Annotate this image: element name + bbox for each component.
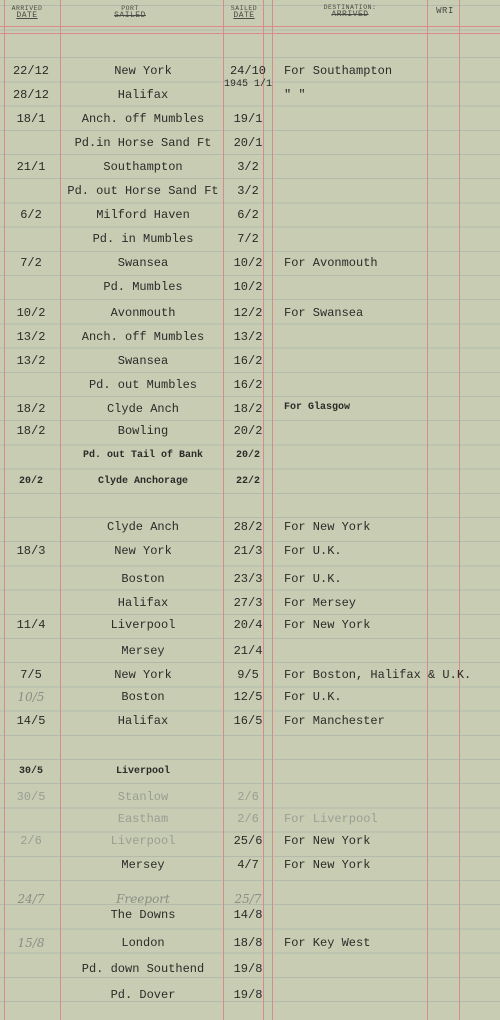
sailed-date: 3/2 — [237, 160, 259, 174]
destination: For U.K. — [284, 572, 342, 586]
arrived-date: 10/2 — [16, 306, 46, 320]
sailed-date: 19/8 — [233, 962, 263, 976]
sailed-date: 12/5 — [233, 690, 263, 704]
table-row — [0, 208, 500, 230]
sailed-date: 1945 1/1 — [224, 79, 273, 90]
sailed-date: 10/2 — [233, 280, 263, 294]
port-name: Swansea — [117, 256, 169, 270]
sailed-date: 9/5 — [237, 668, 259, 682]
table-row — [0, 402, 500, 424]
destination: For Southampton — [284, 64, 393, 78]
arrived-date: 15/8 — [17, 936, 45, 950]
table-row — [0, 962, 500, 984]
port-name: Freeport — [116, 892, 170, 906]
arrived-date: 18/3 — [16, 544, 46, 558]
sailed-date: 18/2 — [233, 402, 263, 416]
port-name: Mersey — [121, 858, 165, 872]
table-row — [0, 988, 500, 1010]
port-name: New York — [114, 668, 172, 682]
port-name: Boston — [121, 690, 165, 704]
sailed-date: 21/4 — [233, 644, 263, 658]
table-row — [0, 790, 500, 812]
sailed-date: 16/2 — [233, 378, 263, 392]
sailed-date: 25/7 — [234, 892, 262, 906]
arrived-date: 10/5 — [17, 690, 45, 704]
header-wr-label: WRI — [436, 6, 454, 16]
sailed-date: 18/8 — [233, 936, 263, 950]
port-name: Halifax — [117, 714, 169, 728]
port-name: Pd.in Horse Sand Ft — [74, 136, 212, 150]
destination: For Manchester — [284, 714, 385, 728]
arrived-date: 18/2 — [16, 424, 46, 438]
port-name: Liverpool — [110, 618, 176, 632]
table-row — [0, 136, 500, 158]
destination: For New York — [284, 858, 371, 872]
port-name: New York — [114, 64, 172, 78]
arrived-date: 6/2 — [20, 208, 42, 222]
port-name: Pd. out Mumbles — [88, 378, 198, 392]
rule-header-2 — [0, 33, 500, 34]
arrived-date: 2/6 — [20, 834, 42, 848]
table-row — [0, 572, 500, 594]
sailed-date: 10/2 — [233, 256, 263, 270]
port-name: The Downs — [110, 908, 176, 922]
destination: For New York — [284, 834, 371, 848]
header-sailed — [226, 5, 262, 19]
arrived-date: 20/2 — [18, 476, 43, 487]
sailed-date: 28/2 — [233, 520, 263, 534]
table-row — [0, 354, 500, 376]
arrived-date: 24/7 — [17, 892, 45, 906]
header-arrived-label: ARRIVED — [11, 5, 43, 12]
port-name: Pd. Mumbles — [103, 280, 183, 294]
header-arrived — [5, 5, 49, 19]
arrived-date: 7/2 — [20, 256, 42, 270]
table-row — [0, 714, 500, 736]
sailed-date: 20/4 — [233, 618, 263, 632]
port-name: Pd. out Tail of Bank — [82, 450, 204, 461]
destination: " " — [284, 88, 306, 102]
destination: For Key West — [284, 936, 371, 950]
sailed-date: 14/8 — [233, 908, 263, 922]
table-row — [0, 424, 500, 446]
table-row — [0, 644, 500, 666]
port-name: Clyde Anch — [106, 520, 179, 534]
port-name: Pd. down Southend — [81, 962, 205, 976]
table-row — [0, 618, 500, 640]
destination: For Glasgow — [284, 402, 351, 413]
table-row — [0, 306, 500, 328]
table-row — [0, 668, 500, 690]
port-name: Liverpool — [115, 766, 170, 777]
destination: For Boston, Halifax & U.K. — [284, 668, 472, 682]
destination: For Swansea — [284, 306, 364, 320]
sailed-date: 20/2 — [235, 450, 260, 461]
table-row — [0, 520, 500, 542]
header-destination-label: DESTINATION: — [323, 4, 377, 11]
port-name: Clyde Anch — [106, 402, 179, 416]
table-row — [0, 596, 500, 618]
arrived-date: 18/2 — [16, 402, 46, 416]
sailed-date: 13/2 — [233, 330, 263, 344]
port-name: Avonmouth — [110, 306, 176, 320]
port-name: Southampton — [103, 160, 183, 174]
destination: For U.K. — [284, 544, 342, 558]
sailed-date: 3/2 — [237, 184, 259, 198]
arrived-date: 18/1 — [16, 112, 46, 126]
port-name: Milford Haven — [96, 208, 190, 222]
header-port — [100, 5, 160, 19]
table-row — [0, 766, 500, 788]
port-name: Halifax — [117, 596, 169, 610]
table-row — [0, 908, 500, 930]
port-name: Anch. off Mumbles — [81, 330, 205, 344]
arrived-date: 7/5 — [20, 668, 42, 682]
table-row — [0, 160, 500, 182]
sailed-date: 2/6 — [237, 812, 259, 826]
port-name: Anch. off Mumbles — [81, 112, 205, 126]
table-row — [0, 450, 500, 472]
destination: For Mersey — [284, 596, 357, 610]
table-row — [0, 280, 500, 302]
header-destination — [318, 4, 382, 18]
table-row — [0, 544, 500, 566]
arrived-date: 11/4 — [16, 618, 46, 632]
port-name: Swansea — [117, 354, 169, 368]
table-row — [0, 79, 500, 110]
sailed-date: 25/6 — [233, 834, 263, 848]
header-wr — [432, 8, 458, 15]
sailed-date: 24/10 — [229, 64, 266, 78]
port-name: London — [121, 936, 165, 950]
port-name: Eastham — [117, 812, 169, 826]
sailed-date: 20/2 — [233, 424, 263, 438]
table-row — [0, 812, 500, 834]
table-row — [0, 834, 500, 856]
port-name: Bowling — [117, 424, 169, 438]
header-sailed-date: DATE — [233, 11, 255, 20]
sailed-date: 21/3 — [233, 544, 263, 558]
header-arrived-date: DATE — [16, 11, 38, 20]
port-name: Halifax — [117, 88, 169, 102]
table-row — [0, 184, 500, 206]
port-name: Boston — [121, 572, 165, 586]
table-row — [0, 476, 500, 498]
table-row — [0, 690, 500, 712]
table-row — [0, 330, 500, 352]
sailed-date: 6/2 — [237, 208, 259, 222]
sailed-date: 2/6 — [237, 790, 259, 804]
table-row — [0, 936, 500, 958]
sailed-date: 4/7 — [237, 858, 259, 872]
arrived-date: 21/1 — [16, 160, 46, 174]
port-name: Pd. out Horse Sand Ft — [67, 184, 219, 198]
port-name: Stanlow — [117, 790, 169, 804]
sailed-date: 23/3 — [233, 572, 263, 586]
arrived-date: 30/5 — [16, 790, 46, 804]
destination: For New York — [284, 618, 371, 632]
header-sailed-label: SAILED — [230, 5, 258, 12]
port-name: New York — [114, 544, 172, 558]
arrived-date: 28/12 — [12, 88, 49, 102]
table-row — [0, 256, 500, 278]
port-name: Pd. in Mumbles — [92, 232, 194, 246]
arrived-date: 13/2 — [16, 354, 46, 368]
sailed-date: 12/2 — [233, 306, 263, 320]
table-row — [0, 858, 500, 880]
arrived-date: 30/5 — [18, 766, 43, 777]
destination: For Avonmouth — [284, 256, 378, 270]
sailed-date: 19/8 — [233, 988, 263, 1002]
header-destination-arrived: ARRIVED — [331, 10, 369, 19]
port-name: Pd. Dover — [110, 988, 176, 1002]
arrived-date: 13/2 — [16, 330, 46, 344]
sailed-date: 16/2 — [233, 354, 263, 368]
table-row — [0, 378, 500, 400]
port-name: Clyde Anchorage — [97, 476, 188, 487]
sailed-date: 19/1 — [233, 112, 263, 126]
header-port-label: PORT — [121, 5, 139, 12]
table-row — [0, 112, 500, 134]
rule-header — [0, 26, 500, 27]
port-name: Mersey — [121, 644, 165, 658]
sailed-date: 20/1 — [233, 136, 263, 150]
arrived-date: 14/5 — [16, 714, 46, 728]
sailed-date: 7/2 — [237, 232, 259, 246]
sailed-date: 16/5 — [233, 714, 263, 728]
destination: For Liverpool — [284, 812, 378, 826]
destination: For U.K. — [284, 690, 342, 704]
sailed-date: 22/2 — [235, 476, 260, 487]
port-name: Liverpool — [110, 834, 176, 848]
header-port-sailed: SAILED — [114, 11, 146, 20]
sailed-date: 27/3 — [233, 596, 263, 610]
destination: For New York — [284, 520, 371, 534]
arrived-date: 22/12 — [12, 64, 49, 78]
table-row — [0, 232, 500, 254]
